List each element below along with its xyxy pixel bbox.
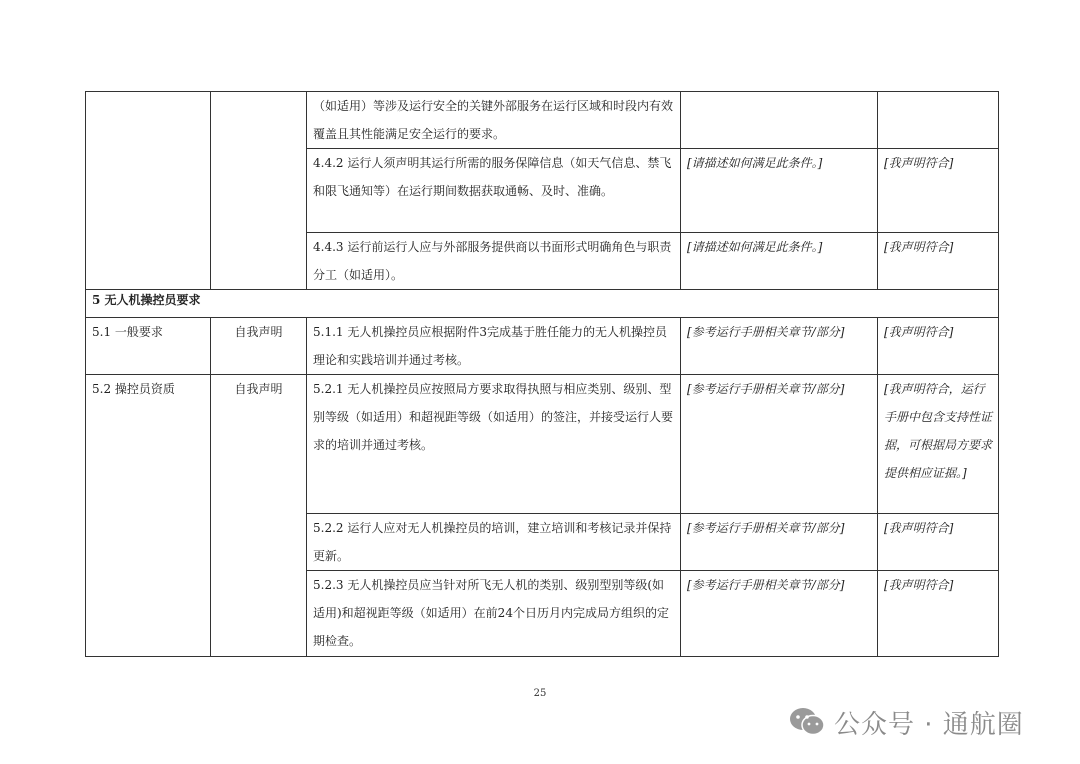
- compliance-cell: [我声明符合]: [878, 514, 999, 571]
- method-cell: [请描述如何满足此条件。]: [681, 149, 878, 233]
- compliance-cell: [我声明符合，运行手册中包含支持性证据，可根据局方要求提供相应证据。]: [878, 375, 999, 514]
- requirement-cell: （如适用）等涉及运行安全的关键外部服务在运行区域和时段内有效覆盖且其性能满足安全运行的要求。: [307, 92, 681, 149]
- method-cell: [参考运行手册相关章节/部分]: [681, 514, 878, 571]
- item-cell: 5.2 操控员资质: [86, 375, 211, 657]
- method-cell: [参考运行手册相关章节/部分]: [681, 571, 878, 657]
- method-cell: [请描述如何满足此条件。]: [681, 233, 878, 290]
- requirement-cell: 5.2.3 无人机操控员应当针对所飞无人机的类别、级别型别等级(如适用)和超视距等级（如适用）在前24个日历月内完成局方组织的定期检查。: [307, 571, 681, 657]
- table-row: [86, 375, 999, 514]
- compliance-cell: [我声明符合]: [878, 233, 999, 290]
- compliance-cell: [我声明符合]: [878, 571, 999, 657]
- type-cell: 自我声明: [211, 318, 307, 375]
- method-cell: [参考运行手册相关章节/部分]: [681, 375, 878, 514]
- item-cell: 5.1 一般要求: [86, 318, 211, 375]
- table-row: [86, 92, 999, 149]
- requirement-cell: 5.1.1 无人机操控员应根据附件3完成基于胜任能力的无人机操控员理论和实践培训并通过考核。: [307, 318, 681, 375]
- compliance-cell: [我声明符合]: [878, 149, 999, 233]
- compliance-cell-empty: [878, 92, 999, 149]
- method-cell-empty: [681, 92, 878, 149]
- type-cell: 自我声明: [211, 375, 307, 657]
- watermark: [788, 702, 1024, 742]
- method-cell: [参考运行手册相关章节/部分]: [681, 318, 878, 375]
- item-cell-empty: [86, 92, 211, 290]
- section-heading-row: [86, 290, 999, 318]
- compliance-cell: [我声明符合]: [878, 318, 999, 375]
- wechat-icon: [788, 706, 826, 738]
- requirement-cell: 4.4.3 运行前运行人应与外部服务提供商以书面形式明确角色与职责分工（如适用）。: [307, 233, 681, 290]
- type-cell-empty: [211, 92, 307, 290]
- requirement-cell: 5.2.1 无人机操控员应按照局方要求取得执照与相应类别、级别、型别等级（如适用）和超视距等级（如适用）的签注，并接受运行人要求的培训并通过考核。: [307, 375, 681, 514]
- table-row: [86, 318, 999, 375]
- requirement-cell: 5.2.2 运行人应对无人机操控员的培训，建立培训和考核记录并保持更新。: [307, 514, 681, 571]
- requirement-cell: 4.4.2 运行人须声明其运行所需的服务保障信息（如天气信息、禁飞和限飞通知等）在运行期间数据获取通畅、及时、准确。: [307, 149, 681, 233]
- section-title: 5 无人机操控员要求: [86, 290, 999, 318]
- watermark-text: 公众号 · 通航圈: [834, 709, 1024, 740]
- page-number: 25: [533, 688, 547, 699]
- requirements-table: [85, 91, 999, 657]
